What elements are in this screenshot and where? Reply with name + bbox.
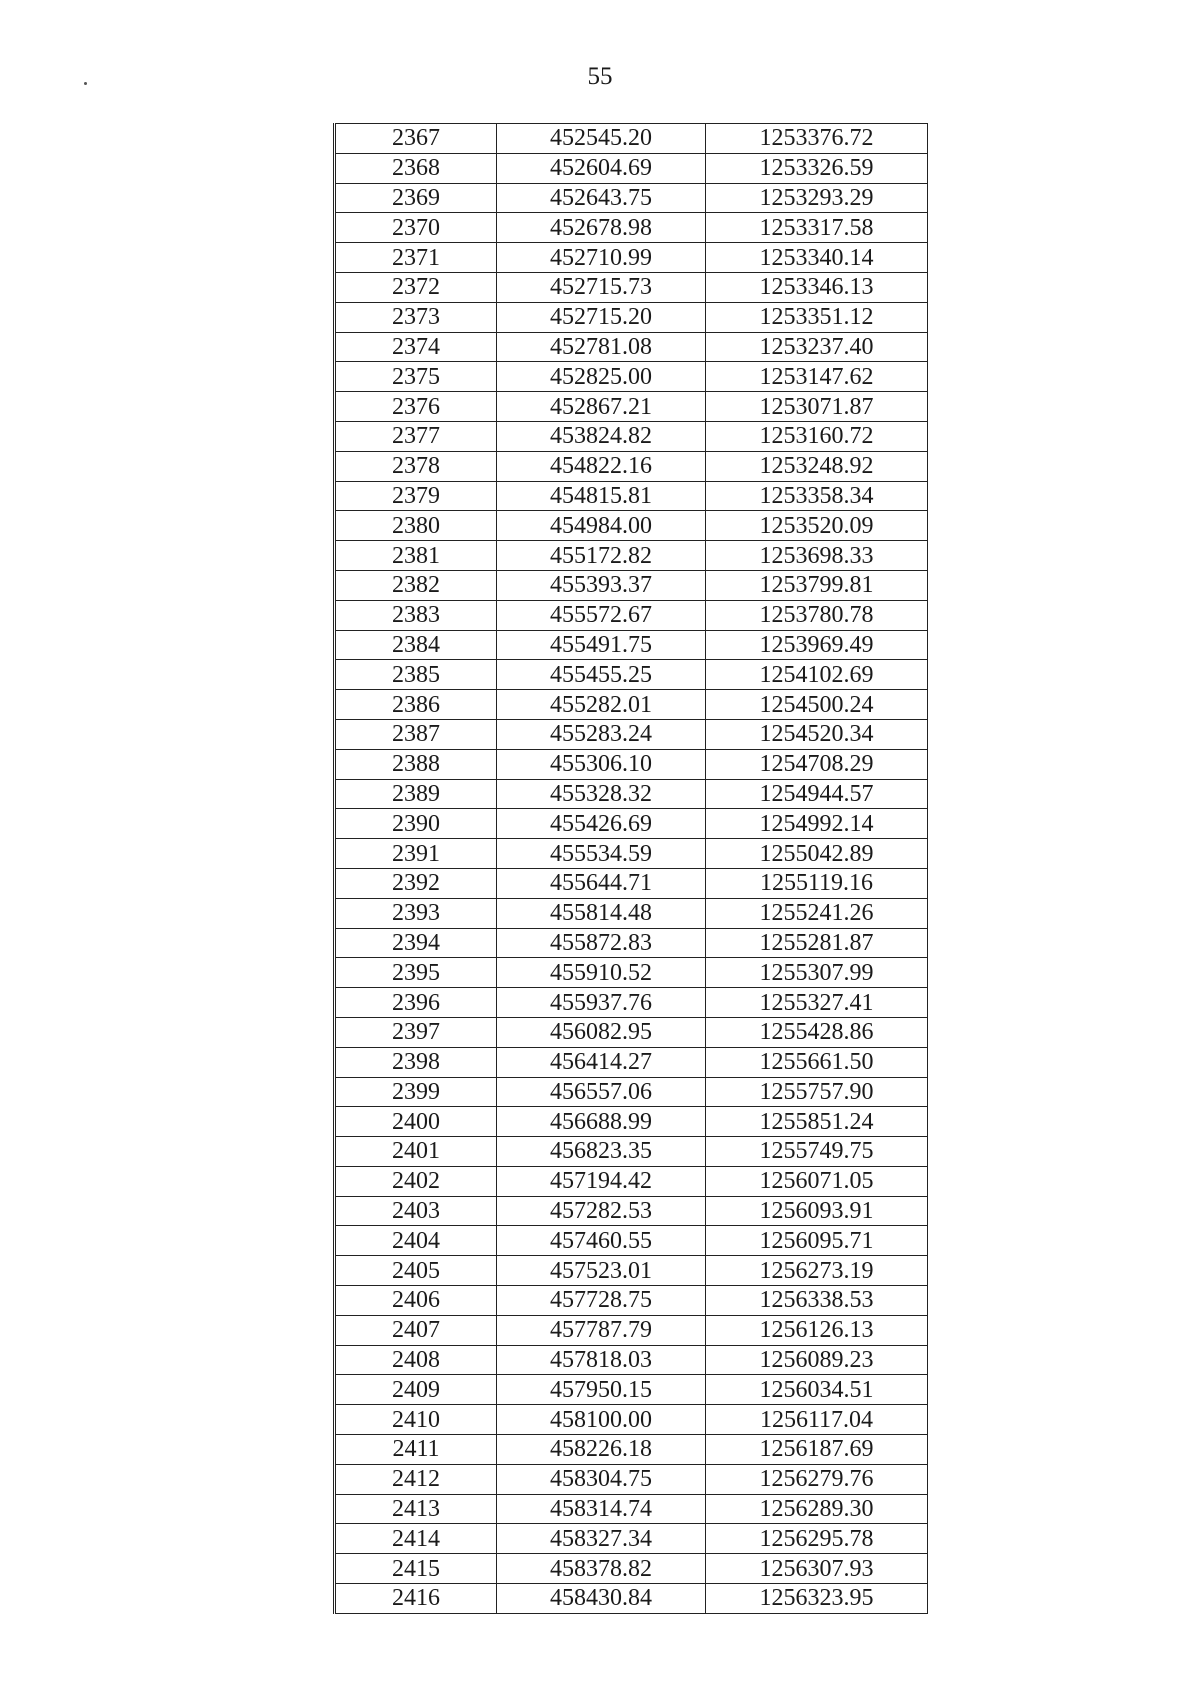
x-coordinate-cell: 457787.79 — [497, 1315, 706, 1345]
table-row — [335, 183, 928, 213]
y-coordinate-cell: 1255042.89 — [706, 839, 928, 869]
y-coordinate-cell: 1256117.04 — [706, 1405, 928, 1435]
table-row — [335, 660, 928, 690]
x-coordinate-cell: 457194.42 — [497, 1166, 706, 1196]
point-number-cell: 2373 — [335, 302, 497, 332]
x-coordinate-cell: 456082.95 — [497, 1017, 706, 1047]
table-row — [335, 1315, 928, 1345]
y-coordinate-cell: 1255281.87 — [706, 928, 928, 958]
table-row — [335, 1584, 928, 1614]
table-row — [335, 898, 928, 928]
table-row — [335, 1286, 928, 1316]
coordinates-table-body — [335, 124, 928, 1614]
x-coordinate-cell: 455426.69 — [497, 809, 706, 839]
table-row — [335, 1494, 928, 1524]
x-coordinate-cell: 455393.37 — [497, 570, 706, 600]
point-number-cell: 2370 — [335, 213, 497, 243]
x-coordinate-cell: 457523.01 — [497, 1256, 706, 1286]
point-number-cell: 2367 — [335, 124, 497, 154]
y-coordinate-cell: 1253698.33 — [706, 541, 928, 571]
x-coordinate-cell: 458378.82 — [497, 1554, 706, 1584]
y-coordinate-cell: 1256279.76 — [706, 1464, 928, 1494]
table-row — [335, 362, 928, 392]
y-coordinate-cell: 1256289.30 — [706, 1494, 928, 1524]
x-coordinate-cell: 452825.00 — [497, 362, 706, 392]
table-row — [335, 1256, 928, 1286]
coordinates-table — [333, 123, 928, 1614]
x-coordinate-cell: 455937.76 — [497, 988, 706, 1018]
point-number-cell: 2391 — [335, 839, 497, 869]
point-number-cell: 2405 — [335, 1256, 497, 1286]
point-number-cell: 2369 — [335, 183, 497, 213]
y-coordinate-cell: 1256187.69 — [706, 1435, 928, 1465]
point-number-cell: 2390 — [335, 809, 497, 839]
y-coordinate-cell: 1253780.78 — [706, 600, 928, 630]
y-coordinate-cell: 1253376.72 — [706, 124, 928, 154]
x-coordinate-cell: 456823.35 — [497, 1137, 706, 1167]
y-coordinate-cell: 1253293.29 — [706, 183, 928, 213]
point-number-cell: 2386 — [335, 690, 497, 720]
point-number-cell: 2408 — [335, 1345, 497, 1375]
y-coordinate-cell: 1255119.16 — [706, 868, 928, 898]
table-row — [335, 719, 928, 749]
point-number-cell: 2394 — [335, 928, 497, 958]
x-coordinate-cell: 455328.32 — [497, 779, 706, 809]
y-coordinate-cell: 1253160.72 — [706, 421, 928, 451]
point-number-cell: 2383 — [335, 600, 497, 630]
point-number-cell: 2414 — [335, 1524, 497, 1554]
point-number-cell: 2381 — [335, 541, 497, 571]
x-coordinate-cell: 458430.84 — [497, 1584, 706, 1614]
table-row — [335, 779, 928, 809]
x-coordinate-cell: 453824.82 — [497, 421, 706, 451]
point-number-cell: 2411 — [335, 1435, 497, 1465]
table-row — [335, 153, 928, 183]
table-row — [335, 928, 928, 958]
point-number-cell: 2379 — [335, 481, 497, 511]
point-number-cell: 2401 — [335, 1137, 497, 1167]
table-row — [335, 749, 928, 779]
point-number-cell: 2374 — [335, 332, 497, 362]
point-number-cell: 2406 — [335, 1286, 497, 1316]
y-coordinate-cell: 1255241.26 — [706, 898, 928, 928]
point-number-cell: 2378 — [335, 451, 497, 481]
y-coordinate-cell: 1253351.12 — [706, 302, 928, 332]
y-coordinate-cell: 1253248.92 — [706, 451, 928, 481]
y-coordinate-cell: 1253520.09 — [706, 511, 928, 541]
table-row — [335, 1435, 928, 1465]
y-coordinate-cell: 1253969.49 — [706, 630, 928, 660]
point-number-cell: 2368 — [335, 153, 497, 183]
y-coordinate-cell: 1253147.62 — [706, 362, 928, 392]
y-coordinate-cell: 1256071.05 — [706, 1166, 928, 1196]
x-coordinate-cell: 452545.20 — [497, 124, 706, 154]
point-number-cell: 2399 — [335, 1077, 497, 1107]
point-number-cell: 2382 — [335, 570, 497, 600]
table-row — [335, 1196, 928, 1226]
x-coordinate-cell: 455910.52 — [497, 958, 706, 988]
point-number-cell: 2376 — [335, 392, 497, 422]
point-number-cell: 2402 — [335, 1166, 497, 1196]
x-coordinate-cell: 456557.06 — [497, 1077, 706, 1107]
table-row — [335, 1047, 928, 1077]
y-coordinate-cell: 1256338.53 — [706, 1286, 928, 1316]
y-coordinate-cell: 1253317.58 — [706, 213, 928, 243]
table-row — [335, 1375, 928, 1405]
page-number: 55 — [587, 63, 613, 90]
y-coordinate-cell: 1256307.93 — [706, 1554, 928, 1584]
table-row — [335, 809, 928, 839]
table-row — [335, 988, 928, 1018]
point-number-cell: 2412 — [335, 1464, 497, 1494]
x-coordinate-cell: 452678.98 — [497, 213, 706, 243]
table-row — [335, 1107, 928, 1137]
y-coordinate-cell: 1254708.29 — [706, 749, 928, 779]
y-coordinate-cell: 1255851.24 — [706, 1107, 928, 1137]
point-number-cell: 2413 — [335, 1494, 497, 1524]
x-coordinate-cell: 458327.34 — [497, 1524, 706, 1554]
y-coordinate-cell: 1256273.19 — [706, 1256, 928, 1286]
point-number-cell: 2392 — [335, 868, 497, 898]
x-coordinate-cell: 452715.20 — [497, 302, 706, 332]
y-coordinate-cell: 1254500.24 — [706, 690, 928, 720]
x-coordinate-cell: 455534.59 — [497, 839, 706, 869]
table-row — [335, 1554, 928, 1584]
table-row — [335, 272, 928, 302]
y-coordinate-cell: 1253071.87 — [706, 392, 928, 422]
y-coordinate-cell: 1256095.71 — [706, 1226, 928, 1256]
table-row — [335, 243, 928, 273]
y-coordinate-cell: 1256323.95 — [706, 1584, 928, 1614]
point-number-cell: 2371 — [335, 243, 497, 273]
table-row — [335, 570, 928, 600]
y-coordinate-cell: 1254944.57 — [706, 779, 928, 809]
table-row — [335, 958, 928, 988]
table-row — [335, 481, 928, 511]
y-coordinate-cell: 1255757.90 — [706, 1077, 928, 1107]
x-coordinate-cell: 454815.81 — [497, 481, 706, 511]
x-coordinate-cell: 454984.00 — [497, 511, 706, 541]
table-row — [335, 839, 928, 869]
x-coordinate-cell: 455491.75 — [497, 630, 706, 660]
table-row — [335, 213, 928, 243]
x-coordinate-cell: 458100.00 — [497, 1405, 706, 1435]
table-row — [335, 541, 928, 571]
x-coordinate-cell: 458226.18 — [497, 1435, 706, 1465]
scan-speck — [84, 82, 87, 85]
x-coordinate-cell: 452710.99 — [497, 243, 706, 273]
y-coordinate-cell: 1256093.91 — [706, 1196, 928, 1226]
point-number-cell: 2393 — [335, 898, 497, 928]
point-number-cell: 2407 — [335, 1315, 497, 1345]
y-coordinate-cell: 1253358.34 — [706, 481, 928, 511]
y-coordinate-cell: 1256034.51 — [706, 1375, 928, 1405]
y-coordinate-cell: 1256089.23 — [706, 1345, 928, 1375]
point-number-cell: 2384 — [335, 630, 497, 660]
x-coordinate-cell: 457282.53 — [497, 1196, 706, 1226]
y-coordinate-cell: 1255428.86 — [706, 1017, 928, 1047]
table-row — [335, 1226, 928, 1256]
point-number-cell: 2385 — [335, 660, 497, 690]
y-coordinate-cell: 1255749.75 — [706, 1137, 928, 1167]
y-coordinate-cell: 1253326.59 — [706, 153, 928, 183]
table-row — [335, 392, 928, 422]
y-coordinate-cell: 1254992.14 — [706, 809, 928, 839]
y-coordinate-cell: 1254102.69 — [706, 660, 928, 690]
x-coordinate-cell: 455455.25 — [497, 660, 706, 690]
table-row — [335, 511, 928, 541]
point-number-cell: 2388 — [335, 749, 497, 779]
point-number-cell: 2400 — [335, 1107, 497, 1137]
point-number-cell: 2403 — [335, 1196, 497, 1226]
table-row — [335, 868, 928, 898]
table-row — [335, 124, 928, 154]
y-coordinate-cell: 1255327.41 — [706, 988, 928, 1018]
table-row — [335, 1137, 928, 1167]
x-coordinate-cell: 452781.08 — [497, 332, 706, 362]
point-number-cell: 2397 — [335, 1017, 497, 1047]
table-row — [335, 600, 928, 630]
y-coordinate-cell: 1255661.50 — [706, 1047, 928, 1077]
x-coordinate-cell: 458314.74 — [497, 1494, 706, 1524]
x-coordinate-cell: 456414.27 — [497, 1047, 706, 1077]
table-row — [335, 451, 928, 481]
y-coordinate-cell: 1254520.34 — [706, 719, 928, 749]
y-coordinate-cell: 1253237.40 — [706, 332, 928, 362]
x-coordinate-cell: 457950.15 — [497, 1375, 706, 1405]
point-number-cell: 2375 — [335, 362, 497, 392]
x-coordinate-cell: 452867.21 — [497, 392, 706, 422]
point-number-cell: 2377 — [335, 421, 497, 451]
y-coordinate-cell: 1253346.13 — [706, 272, 928, 302]
point-number-cell: 2395 — [335, 958, 497, 988]
x-coordinate-cell: 455282.01 — [497, 690, 706, 720]
y-coordinate-cell: 1255307.99 — [706, 958, 928, 988]
point-number-cell: 2396 — [335, 988, 497, 1018]
x-coordinate-cell: 457818.03 — [497, 1345, 706, 1375]
point-number-cell: 2387 — [335, 719, 497, 749]
table-row — [335, 1345, 928, 1375]
point-number-cell: 2415 — [335, 1554, 497, 1584]
table-row — [335, 1166, 928, 1196]
x-coordinate-cell: 457728.75 — [497, 1286, 706, 1316]
y-coordinate-cell: 1253799.81 — [706, 570, 928, 600]
table-row — [335, 1017, 928, 1047]
x-coordinate-cell: 452604.69 — [497, 153, 706, 183]
point-number-cell: 2410 — [335, 1405, 497, 1435]
y-coordinate-cell: 1256295.78 — [706, 1524, 928, 1554]
x-coordinate-cell: 455306.10 — [497, 749, 706, 779]
table-row — [335, 690, 928, 720]
point-number-cell: 2389 — [335, 779, 497, 809]
table-row — [335, 1524, 928, 1554]
table-row — [335, 1405, 928, 1435]
x-coordinate-cell: 455572.67 — [497, 600, 706, 630]
table-row — [335, 332, 928, 362]
table-row — [335, 421, 928, 451]
table-row — [335, 1464, 928, 1494]
x-coordinate-cell: 457460.55 — [497, 1226, 706, 1256]
x-coordinate-cell: 455644.71 — [497, 868, 706, 898]
point-number-cell: 2372 — [335, 272, 497, 302]
x-coordinate-cell: 456688.99 — [497, 1107, 706, 1137]
y-coordinate-cell: 1253340.14 — [706, 243, 928, 273]
table-row — [335, 302, 928, 332]
x-coordinate-cell: 458304.75 — [497, 1464, 706, 1494]
x-coordinate-cell: 455872.83 — [497, 928, 706, 958]
x-coordinate-cell: 455172.82 — [497, 541, 706, 571]
x-coordinate-cell: 455814.48 — [497, 898, 706, 928]
x-coordinate-cell: 452643.75 — [497, 183, 706, 213]
y-coordinate-cell: 1256126.13 — [706, 1315, 928, 1345]
table-row — [335, 1077, 928, 1107]
x-coordinate-cell: 455283.24 — [497, 719, 706, 749]
point-number-cell: 2416 — [335, 1584, 497, 1614]
x-coordinate-cell: 454822.16 — [497, 451, 706, 481]
x-coordinate-cell: 452715.73 — [497, 272, 706, 302]
table-row — [335, 630, 928, 660]
point-number-cell: 2380 — [335, 511, 497, 541]
point-number-cell: 2404 — [335, 1226, 497, 1256]
point-number-cell: 2409 — [335, 1375, 497, 1405]
point-number-cell: 2398 — [335, 1047, 497, 1077]
